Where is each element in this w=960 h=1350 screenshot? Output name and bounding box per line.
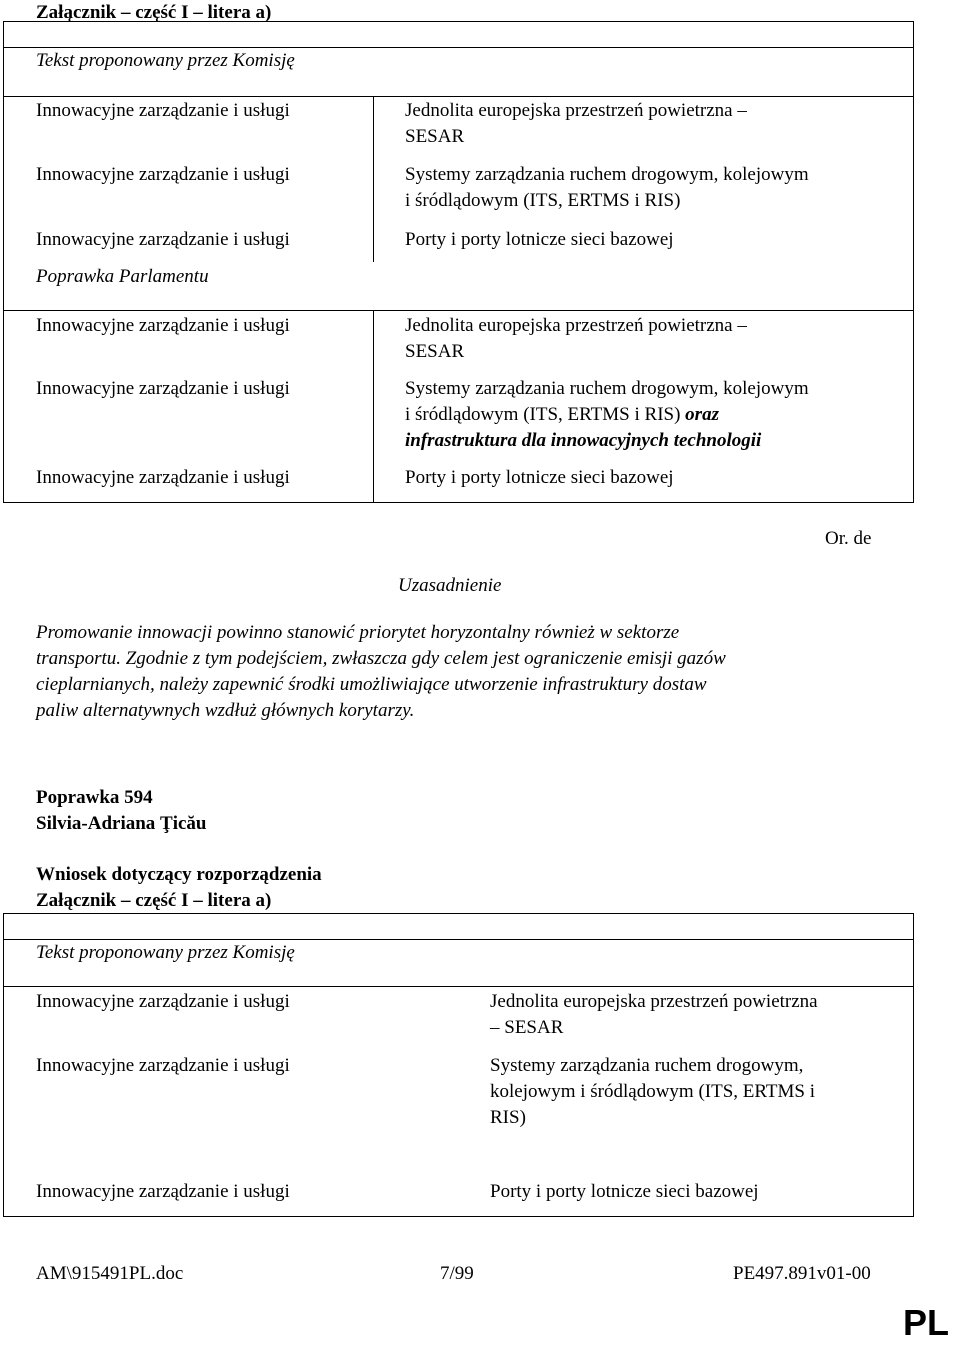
table-cell: Innowacyjne zarządzanie i usługi — [36, 229, 290, 250]
annex-reference: Załącznik – część I – litera a) — [36, 890, 272, 911]
table-cell: i śródlądowym (ITS, ERTMS i RIS) — [405, 190, 681, 211]
table-cell: Porty i porty lotnicze sieci bazowej — [405, 229, 674, 250]
language-code: PL — [903, 1302, 950, 1343]
proposal-title: Wniosek dotyczący rozporządzenia — [36, 864, 322, 885]
table-cell: Innowacyjne zarządzanie i usługi — [36, 164, 290, 185]
original-language: Or. de — [825, 528, 872, 549]
table-cell: SESAR — [405, 126, 465, 147]
table-cell: Porty i porty lotnicze sieci bazowej — [490, 1181, 759, 1202]
table-cell: Systemy zarządzania ruchem drogowym, — [490, 1055, 804, 1076]
table-cell: Systemy zarządzania ruchem drogowym, kolejowym — [405, 164, 809, 185]
table-cell: Innowacyjne zarządzanie i usługi — [36, 1181, 290, 1202]
justification-text: Promowanie innowacji powinno stanowić priorytet horyzontalny również w sektorze transportu. Zgodnie z tym podejściem, zwłaszcza gdy celem jest ograniczenie emisji gazów cieplarnianych, należy zapewnić środki umożliwiające utworzenie infrastruktury dostaw paliw alternatywnych wzdłuż głównych korytarzy. — [36, 622, 726, 721]
annex-reference: Załącznik – część I – litera a) — [36, 2, 272, 23]
table-cell: i śródlądowym (ITS, ERTMS i RIS) oraz — [405, 404, 719, 425]
footer-pe-number: PE497.891v01-00 — [733, 1263, 871, 1284]
table-cell: Innowacyjne zarządzanie i usługi — [36, 1055, 290, 1076]
amended-text: oraz — [685, 404, 719, 425]
table-cell: Jednolita europejska przestrzeń powietrzna – — [405, 100, 747, 121]
table-cell: kolejowym i śródlądowym (ITS, ERTMS i — [490, 1081, 816, 1102]
parliament-amendment-label: Poprawka Parlamentu — [36, 266, 209, 287]
table-cell: Systemy zarządzania ruchem drogowym, kolejowym — [405, 378, 809, 399]
footer-page-number: 7/99 — [440, 1263, 474, 1284]
amendment-number: Poprawka 594 — [36, 787, 153, 808]
amendment-author: Silvia-Adriana Ţicău — [36, 813, 207, 834]
amended-text: infrastruktura dla innowacyjnych technologii — [405, 430, 762, 451]
table-cell: Jednolita europejska przestrzeń powietrzna — [490, 991, 818, 1012]
table-cell: Porty i porty lotnicze sieci bazowej — [405, 467, 674, 488]
footer-doc-id: AM\915491PL.doc — [36, 1263, 184, 1284]
table-cell: SESAR — [405, 341, 465, 362]
table-cell: – SESAR — [490, 1017, 564, 1038]
table-cell: Jednolita europejska przestrzeń powietrzna – — [405, 315, 747, 336]
table-cell: Innowacyjne zarządzanie i usługi — [36, 378, 290, 399]
table-cell: Innowacyjne zarządzanie i usługi — [36, 100, 290, 121]
table-cell: Innowacyjne zarządzanie i usługi — [36, 315, 290, 336]
commission-text-label: Tekst proponowany przez Komisję — [36, 942, 295, 963]
table-cell: Innowacyjne zarządzanie i usługi — [36, 991, 290, 1012]
table-cell: RIS) — [490, 1107, 526, 1128]
table-cell: Innowacyjne zarządzanie i usługi — [36, 467, 290, 488]
justification-title: Uzasadnienie — [398, 575, 502, 596]
commission-text-label: Tekst proponowany przez Komisję — [36, 50, 295, 71]
